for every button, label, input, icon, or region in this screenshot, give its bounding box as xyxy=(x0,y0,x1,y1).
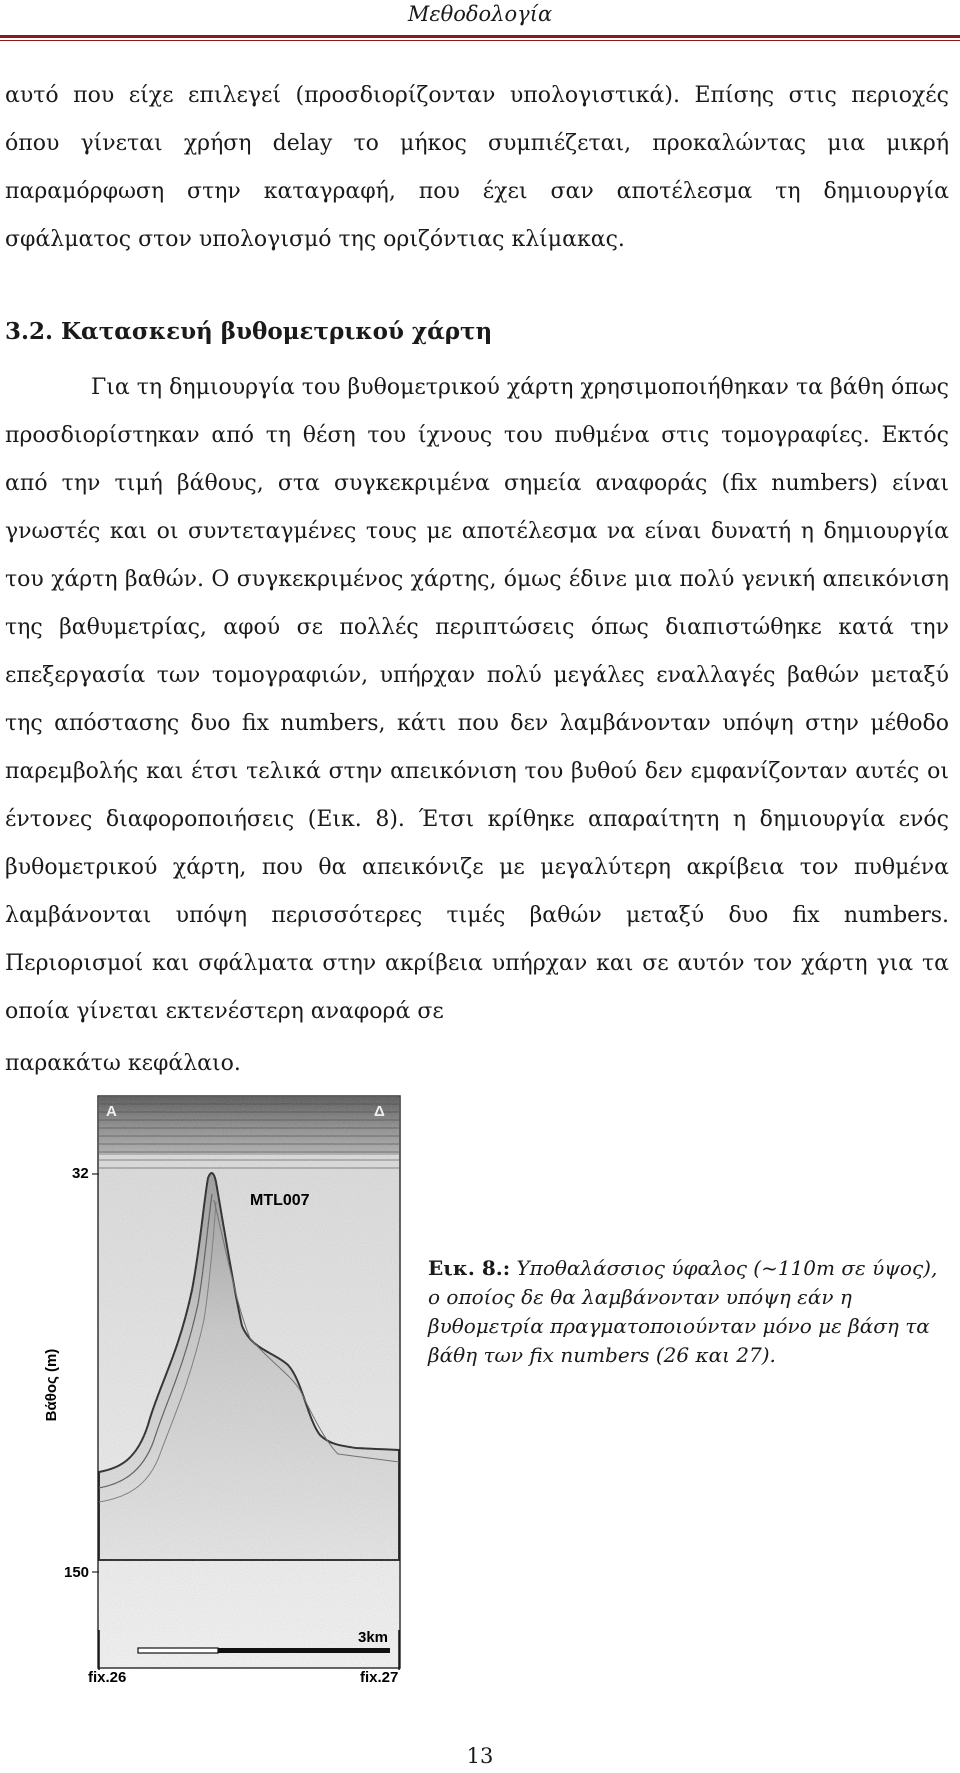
section-paragraph-last-line: παρακάτω κεφάλαιο. xyxy=(5,1051,241,1076)
header-rule-thin xyxy=(0,40,960,41)
scale-label: 3km xyxy=(358,1629,389,1646)
scale-bar-white xyxy=(138,1648,218,1653)
scale-bar-black xyxy=(218,1648,390,1653)
intro-paragraph: αυτό που είχε επιλεγεί (προσδιορίζονταν υπολογιστικά). Επίσης στις περιοχές όπου γίνεται χρήση delay το μήκος συμπιέζεται, προκαλώντας μια μικρή παραμόρφωση στην καταγραφή, που έχει σαν αποτέλεσμα τη δημιουργία σφάλματος στον υπολογισμό της οριζόντιας κλίμακας. xyxy=(5,83,949,252)
section-paragraph: Για τη δημιουργία του βυθομετρικού χάρτη χρησιμοποιήθηκαν τα βάθη όπως προσδιορίστηκαν από τη θέση του ίχνους του πυθμένα στις τομογραφίες. Εκτός από την τιμή βάθους, στα συγκεκριμένα σημεία αναφοράς (fix numbers) είναι γνωστές και οι συντεταγμένες τους με αποτέλεσμα να είναι δυνατή η δημιουργία του χάρτη βαθών. Ο συγκεκριμένος χάρτης, όμως έδινε μια πολύ γενική απεικόνιση της βαθυμετρίας, αφού σε πολλές περιπτώσεις όπως διαπιστώθηκε κατά την επεξεργασία των τομογραφιών, υπήρχαν πολύ μεγάλες εναλλαγές βαθών μεταξύ της απόστασης δυο fix numbers, κάτι που δεν λαμβάνονταν υπόψη στην μέθοδο παρεμβολής και έτσι τελικά στην απεικόνιση του βυθού δεν εμφανίζονταν αυτές οι έντονες διαφοροποιήσεις (Εικ. 8). Έτσι κρίθηκε απαραίτητη η δημιουργία ενός βυθομετρικού χάρτη, που θα απεικόνιζε με μεγαλύτερη ακρίβεια τον πυθμένα λαμβάνονται υπόψη περισσότερες τιμές βαθών μεταξύ δυο fix numbers. Περιορισμοί και σφάλματα στην ακρίβεια υπήρχαν και σε αυτόν τον χάρτη για τα οποία γίνεται εκτενέστερη αναφορά σε xyxy=(5,375,949,1024)
running-header xyxy=(0,0,960,38)
fix-label-right: fix.27 xyxy=(360,1669,399,1686)
grain-texture xyxy=(99,1097,399,1667)
page-number: 13 xyxy=(466,1744,494,1768)
figure-caption-text: Υποθαλάσσιος ύφαλος (~110m σε ύψος), ο οποίος δε θα λαμβάνονταν υπόψη εάν η βυθομετρία πραγματοποιούνταν μόνο με βάση τα βάθη των fix numbers (26 και 27). xyxy=(428,1256,938,1367)
figure-caption-label: Εικ. 8.: xyxy=(428,1256,511,1280)
depth-label-top: 32 xyxy=(72,1165,89,1182)
seismic-profile-image xyxy=(38,1090,418,1690)
seismic-profile-figure xyxy=(38,1090,418,1690)
running-header-title: Μεθοδολογία xyxy=(407,2,553,26)
depth-label-bottom: 150 xyxy=(64,1564,90,1581)
depth-axis-label: Βάθος (m) xyxy=(43,1348,60,1422)
corner-label-left: Α xyxy=(106,1103,117,1120)
section-heading: 3.2. Κατασκευή βυθομετρικού χάρτη xyxy=(5,318,493,345)
fix-label-left: fix.26 xyxy=(88,1669,127,1686)
figure-caption xyxy=(428,1254,954,1370)
profile-name: MTL007 xyxy=(250,1192,310,1209)
corner-label-right: Δ xyxy=(374,1103,385,1120)
header-rule-thick xyxy=(0,35,960,38)
